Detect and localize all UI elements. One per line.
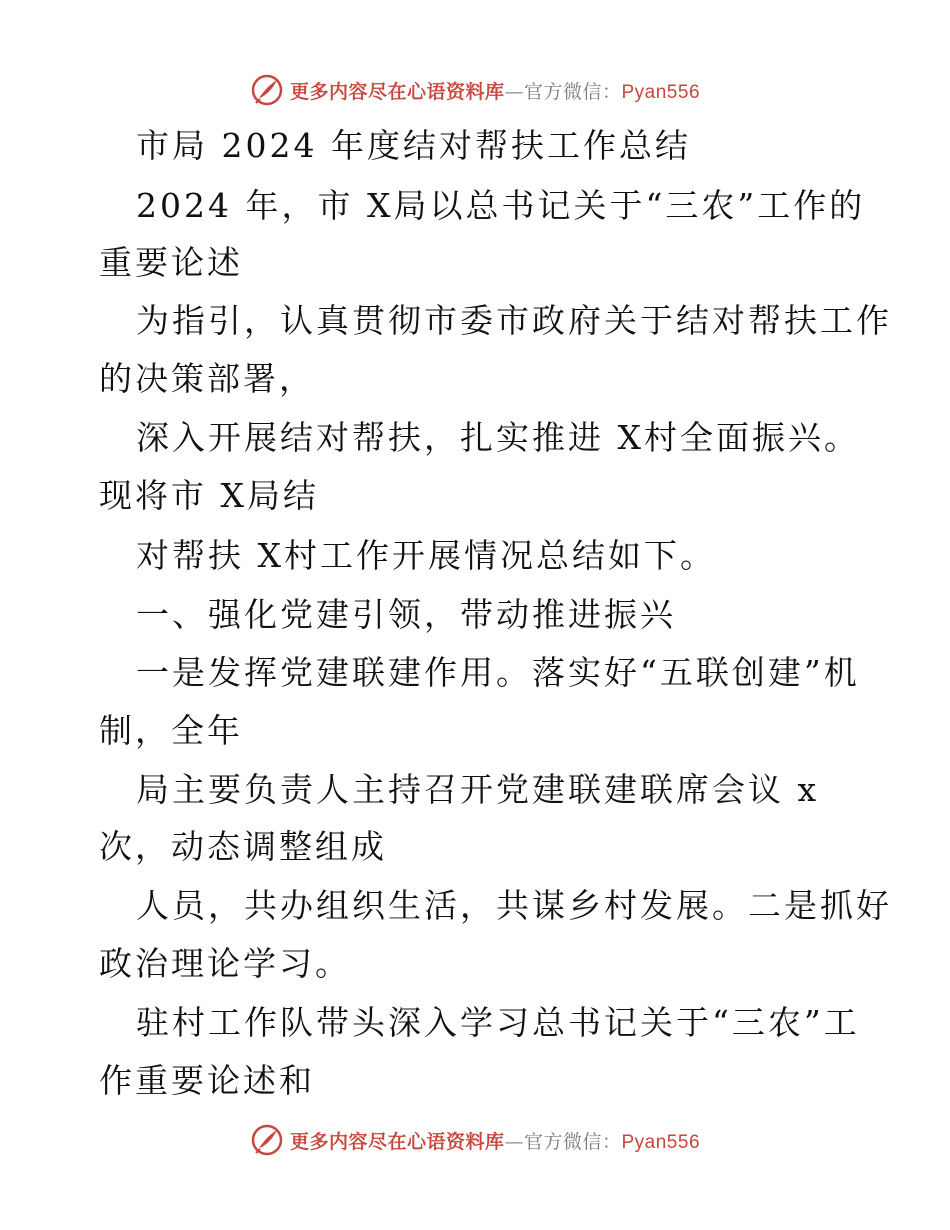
body-line: 的决策部署， bbox=[99, 359, 315, 398]
body-line: 人员，共办组织生活，共谋乡村发展。二是抓好 bbox=[136, 886, 892, 925]
body-line: 政治理论学习。 bbox=[99, 944, 351, 983]
body-line: 为指引，认真贯彻市委市政府关于结对帮扶工作 bbox=[136, 301, 892, 340]
watermark-label: 官方微信： bbox=[523, 80, 622, 103]
section-heading: 一、强化党建引领，带动推进振兴 bbox=[136, 595, 676, 634]
body-line: 现将市 X局结 bbox=[99, 476, 319, 515]
watermark-dash: — bbox=[504, 1130, 524, 1153]
watermark-text bbox=[290, 1127, 700, 1154]
body-line: 2024 年，市 X局以总书记关于“三农”工作的 bbox=[136, 186, 866, 225]
watermark-dash: — bbox=[504, 80, 524, 103]
body-line: 对帮扶 X村工作开展情况总结如下。 bbox=[136, 536, 716, 575]
watermark-label: 官方微信： bbox=[523, 1130, 622, 1153]
body-line: 重要论述 bbox=[99, 243, 243, 282]
watermark-wechat-id: Pyan556 bbox=[621, 81, 701, 103]
header-watermark bbox=[0, 70, 950, 110]
footer-watermark bbox=[0, 1120, 950, 1160]
feather-seal-icon bbox=[250, 73, 284, 107]
body-line: 一是发挥党建联建作用。落实好“五联创建”机 bbox=[136, 653, 860, 692]
document-title: 市局 2024 年度结对帮扶工作总结 bbox=[136, 126, 691, 165]
body-line: 次，动态调整组成 bbox=[99, 827, 387, 866]
body-line: 驻村工作队带头深入学习总书记关于“三农”工 bbox=[136, 1003, 860, 1042]
watermark-brand: 更多内容尽在心语资料库 bbox=[289, 80, 505, 103]
feather-seal-icon bbox=[250, 1123, 284, 1157]
watermark-text bbox=[290, 77, 700, 104]
body-line: 深入开展结对帮扶，扎实推进 X村全面振兴。 bbox=[136, 418, 860, 457]
body-line: 局主要负责人主持召开党建联建联席会议 x bbox=[136, 770, 820, 809]
body-line: 作重要论述和 bbox=[99, 1061, 315, 1100]
watermark-brand: 更多内容尽在心语资料库 bbox=[289, 1130, 505, 1153]
watermark-wechat-id: Pyan556 bbox=[621, 1131, 701, 1153]
body-line: 制，全年 bbox=[99, 711, 243, 750]
